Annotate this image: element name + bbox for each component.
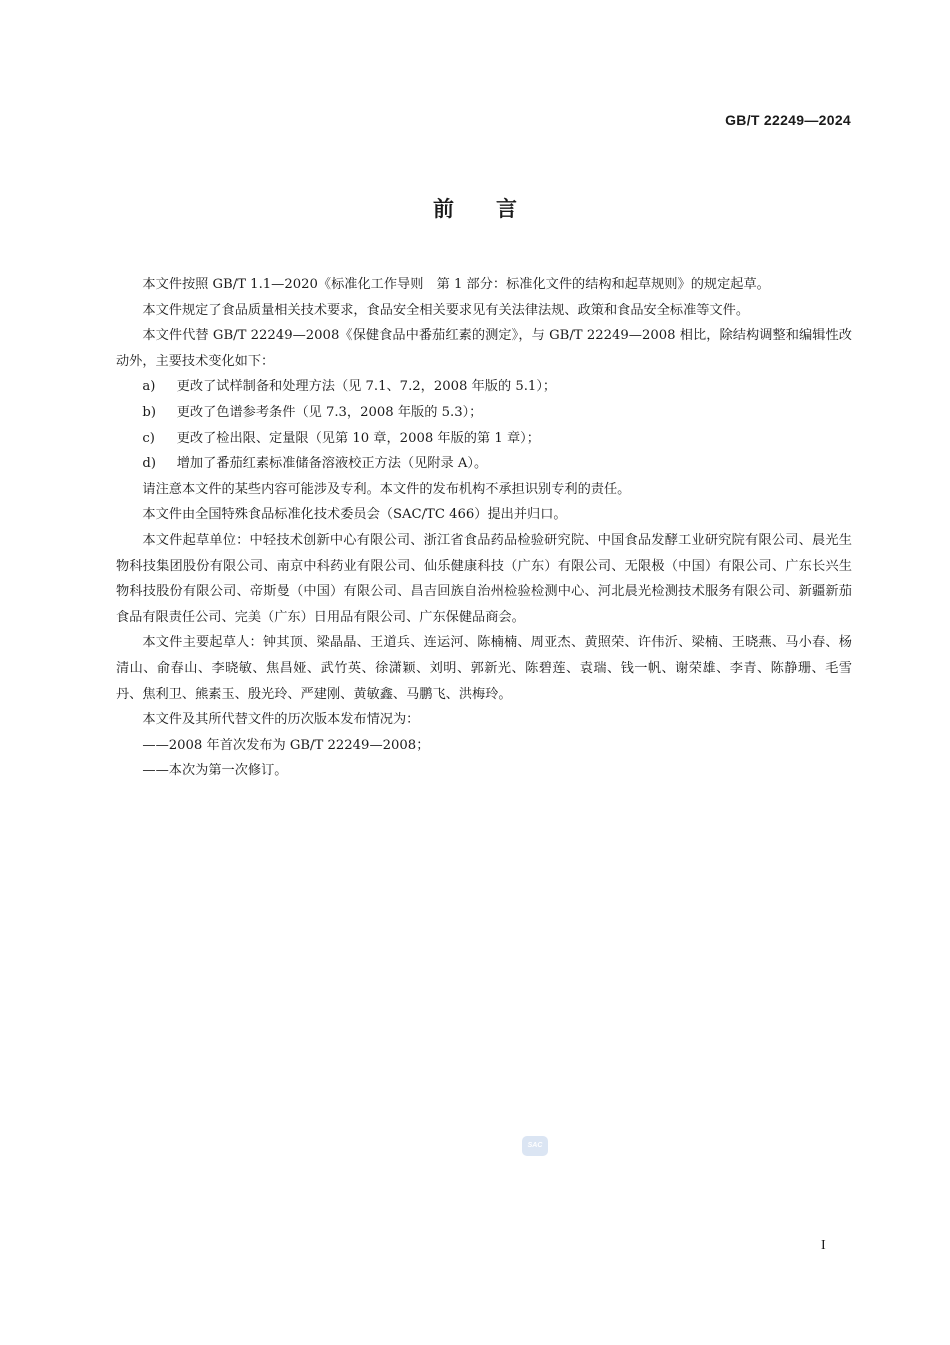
paragraph-drafters: 本文件主要起草人：钟其顶、梁晶晶、王道兵、连运河、陈楠楠、周亚杰、黄照荣、许伟沂、梁楠、王晓燕、马小春、杨清山、俞春山、李晓敏、焦昌娅、武竹英、徐潇颖、刘明、郭新光、陈碧莲、袁瑞、钱一帆、谢荣雄、李青、陈静珊、毛雪丹、焦利卫、熊素玉、殷光玲、严建刚、黄敏鑫、马鹏飞、洪梅玲。 — [116, 635, 852, 702]
foreword-body — [116, 272, 852, 784]
paragraph-patent-notice: 请注意本文件的某些内容可能涉及专利。本文件的发布机构不承担识别专利的责任。 — [142, 481, 631, 497]
list-item — [116, 426, 852, 452]
list-item — [116, 374, 852, 400]
history-item: ——2008 年首次发布为 GB/T 22249—2008； — [142, 737, 430, 753]
paragraph-history-intro: 本文件及其所代替文件的历次版本发布情况为： — [142, 712, 420, 728]
list-item-text: 更改了色谱参考条件（见 7.3，2008 年版的 5.3）； — [176, 404, 483, 420]
paragraph-drafting-rules: 本文件按照 GB/T 1.1—2020《标准化工作导则 第 1 部分：标准化文件的结构和起草规则》的规定起草。 — [142, 277, 770, 292]
list-item — [116, 400, 852, 426]
standard-code: GB/T 22249—2024 — [725, 112, 851, 128]
list-marker: a) — [142, 379, 156, 395]
sac-watermark-logo: SAC — [522, 1136, 548, 1156]
list-item-text: 更改了试样制备和处理方法（见 7.1、7.2，2008 年版的 5.1）； — [176, 379, 557, 395]
page-number: I — [821, 1238, 826, 1253]
paragraph-drafting-units: 本文件起草单位：中轻技术创新中心有限公司、浙江省食品药品检验研究院、中国食品发酵工业研究院有限公司、晨光生物科技集团股份有限公司、南京中科药业有限公司、仙乐健康科技（广东）有限公司、无限极（中国）有限公司、广东长兴生物科技股份有限公司、帝斯曼（中国）有限公司、昌吉回族自治州检验检测中心、河北晨光检测技术服务有限公司、新疆新茄食品有限责任公司、完美（广东）日用品有限公司、广东保健品商会。 — [116, 532, 852, 625]
list-marker: b) — [142, 404, 156, 420]
list-item-text: 更改了检出限、定量限（见第 10 章，2008 年版的第 1 章）； — [176, 430, 540, 446]
list-item-text: 增加了番茄红素标准储备溶液校正方法（见附录 A）。 — [176, 456, 488, 472]
list-item — [116, 451, 852, 477]
list-marker: d) — [142, 456, 156, 472]
list-marker: c) — [142, 430, 155, 446]
paragraph-proposer: 本文件由全国特殊食品标准化技术委员会（SAC/TC 466）提出并归口。 — [142, 507, 567, 523]
page-title: 前言 — [433, 197, 559, 221]
paragraph-replacement: 本文件代替 GB/T 22249—2008《保健食品中番茄红素的测定》，与 GB/T 22249—2008 相比，除结构调整和编辑性改动外，主要技术变化如下： — [116, 328, 852, 369]
paragraph-scope: 本文件规定了食品质量相关技术要求，食品安全相关要求见有关法律法规、政策和食品安全标准等文件。 — [142, 302, 750, 318]
history-item: ——本次为第一次修订。 — [142, 763, 288, 779]
